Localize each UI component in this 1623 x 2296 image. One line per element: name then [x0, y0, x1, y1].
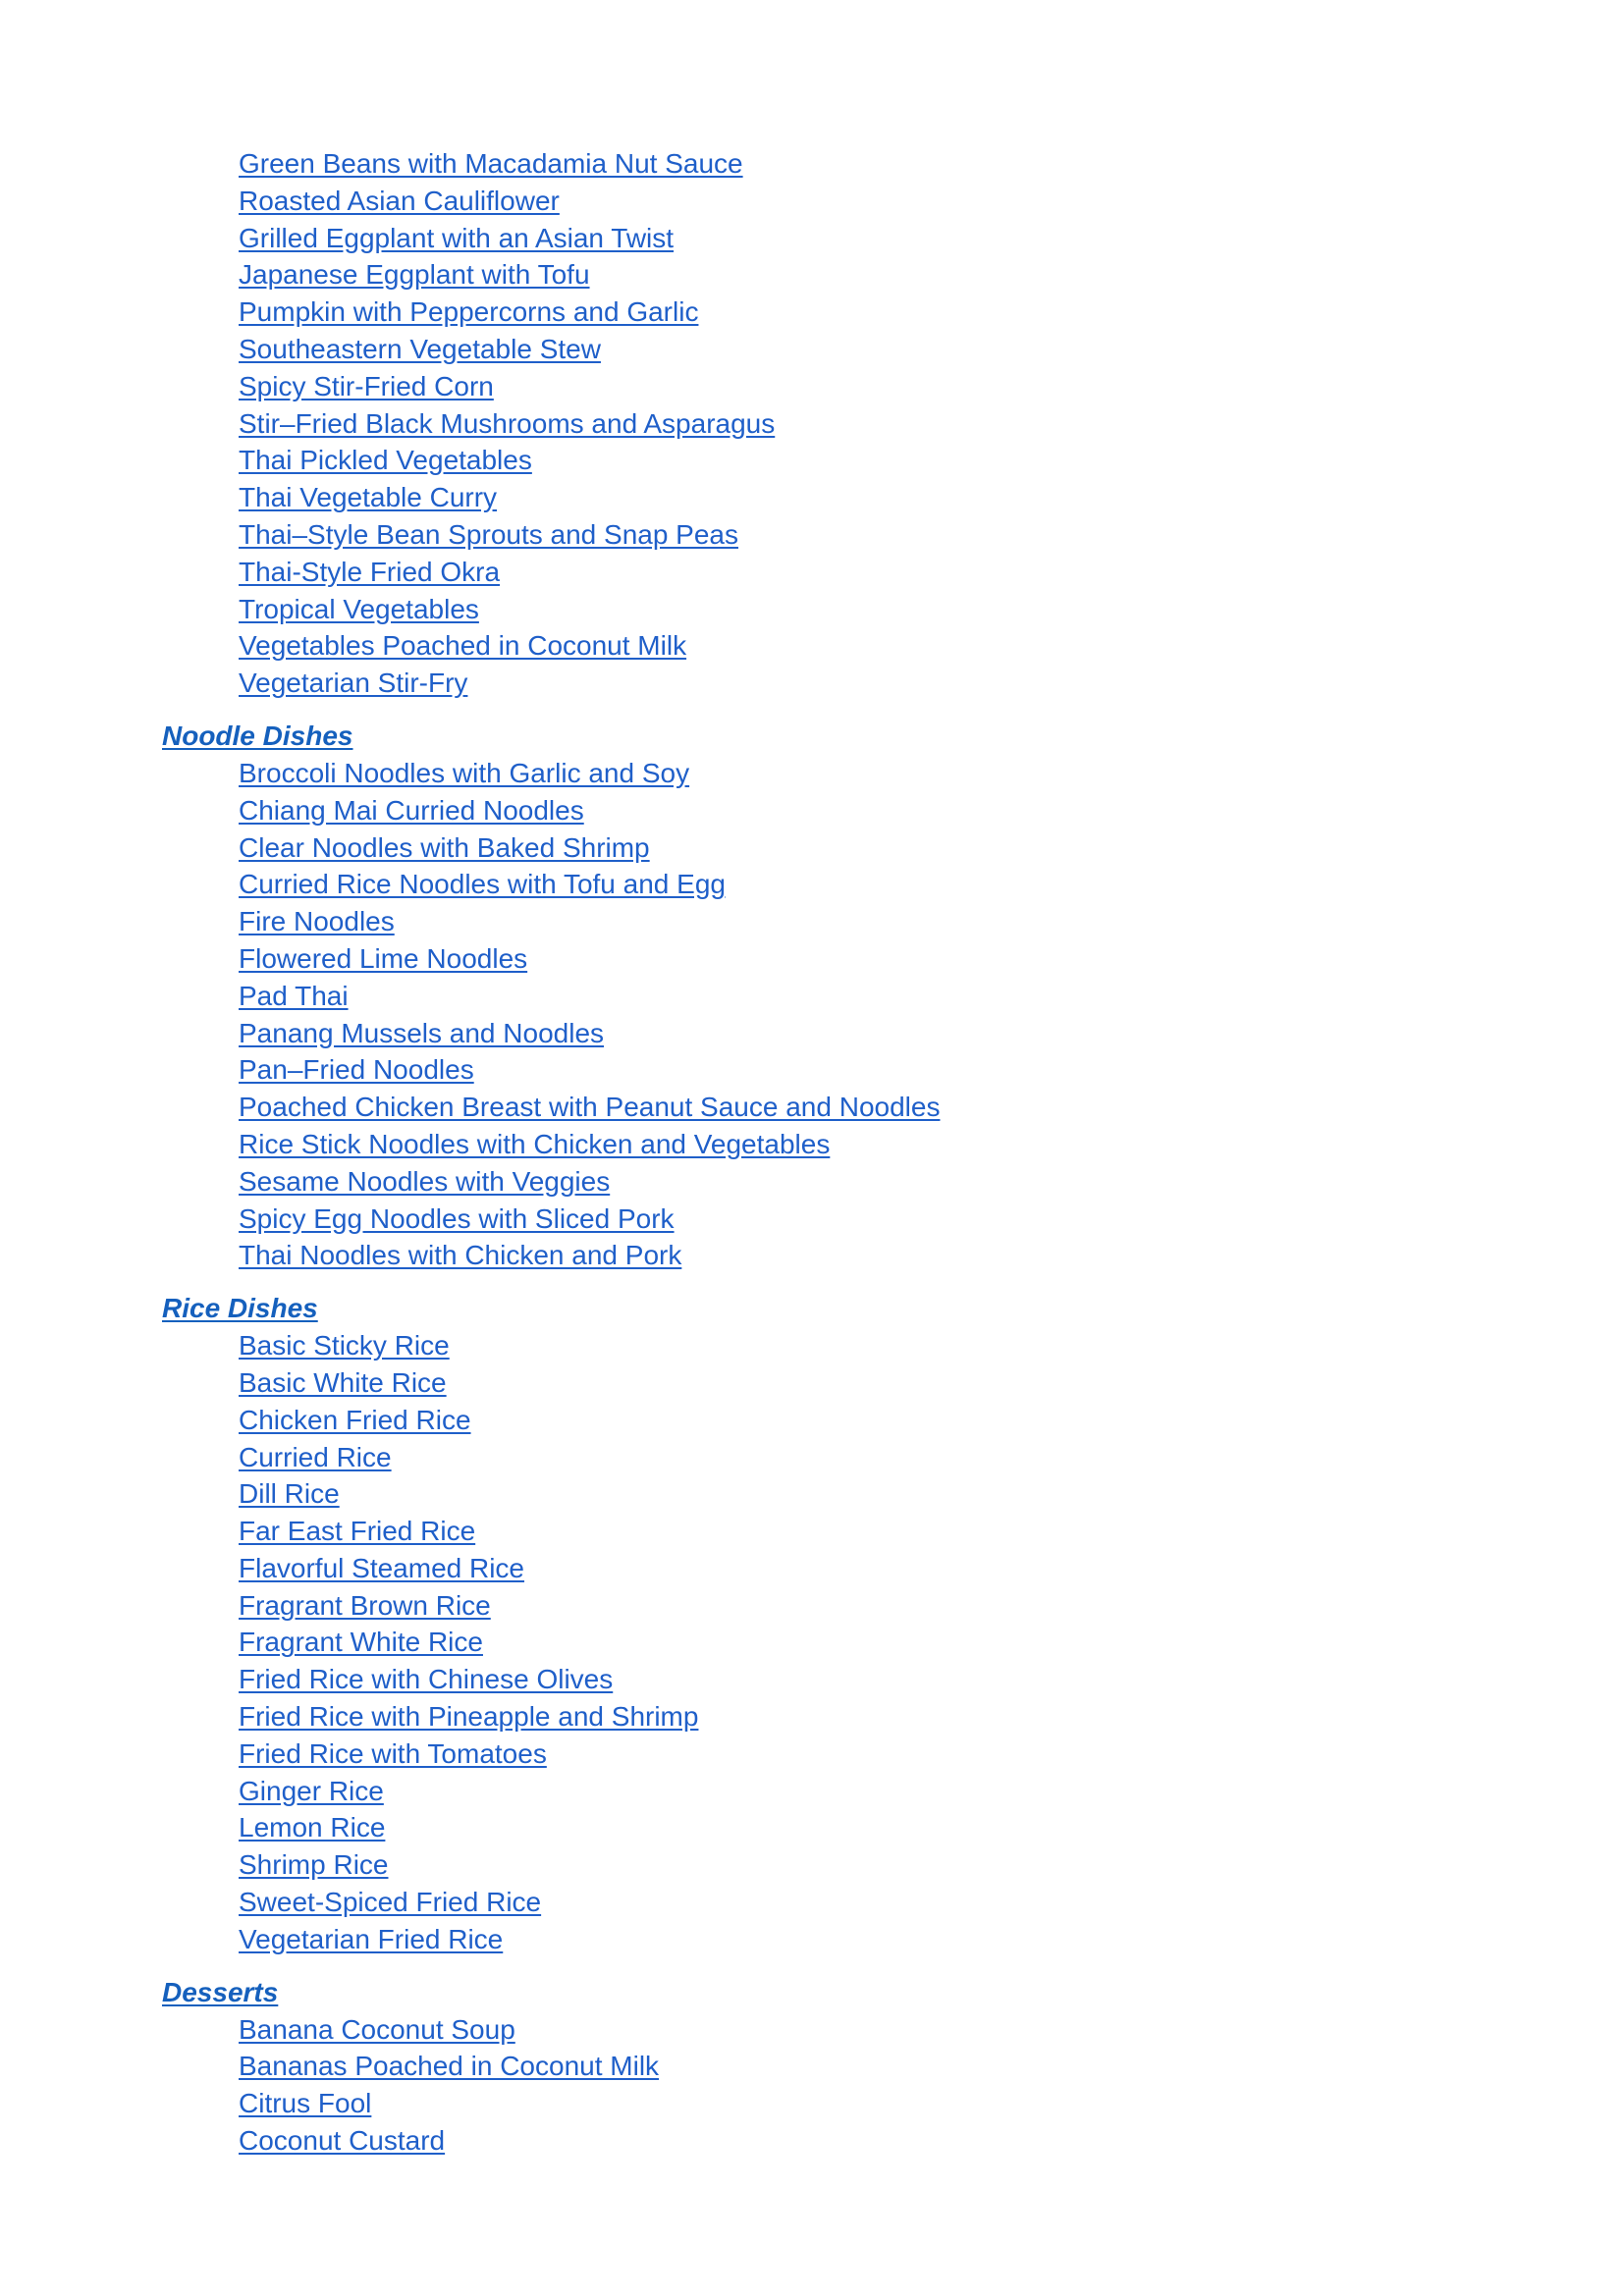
recipe-link[interactable]: Banana Coconut Soup — [239, 2013, 515, 2045]
recipe-link[interactable]: Pad Thai — [239, 980, 349, 1011]
recipe-link[interactable]: Spicy Egg Noodles with Sliced Pork — [239, 1202, 675, 1234]
recipe-link[interactable]: Ginger Rice — [239, 1775, 384, 1806]
recipe-link[interactable]: Basic Sticky Rice — [239, 1330, 450, 1362]
recipe-link[interactable]: Thai–Style Bean Sprouts and Snap Peas — [239, 518, 739, 550]
list-item — [239, 591, 1438, 628]
recipe-link[interactable]: Tropical Vegetables — [239, 593, 479, 624]
list-item — [239, 978, 1438, 1015]
recipe-link[interactable]: Lemon Rice — [239, 1812, 386, 1843]
recipe-link[interactable]: Fried Rice with Pineapple and Shrimp — [239, 1701, 699, 1733]
list-item — [239, 1051, 1438, 1089]
section-vegetables — [162, 145, 1438, 702]
recipe-link[interactable]: Vegetarian Stir-Fry — [239, 667, 468, 699]
recipe-link[interactable]: Fire Noodles — [239, 906, 395, 937]
recipe-link[interactable]: Chiang Mai Curried Noodles — [239, 794, 584, 826]
recipe-index — [162, 145, 1438, 2160]
list-item — [239, 829, 1438, 867]
list-item — [239, 1089, 1438, 1126]
list-item — [239, 256, 1438, 294]
list-item — [239, 516, 1438, 554]
section-desserts — [162, 1974, 1438, 2160]
list-item — [239, 2011, 1438, 2049]
recipe-link[interactable]: Rice Stick Noodles with Chicken and Vegetables — [239, 1128, 831, 1159]
list-item — [239, 442, 1438, 479]
recipe-link[interactable]: Thai Vegetable Curry — [239, 482, 498, 513]
section-heading-rice-dishes[interactable]: Rice Dishes — [162, 1293, 318, 1324]
section-heading-noodle-dishes[interactable]: Noodle Dishes — [162, 720, 353, 751]
list-item — [239, 1201, 1438, 1238]
list-item — [239, 220, 1438, 257]
recipe-link[interactable]: Fried Rice with Tomatoes — [239, 1737, 547, 1769]
list-item — [239, 665, 1438, 702]
list-item — [239, 2085, 1438, 2122]
recipe-link[interactable]: Stir–Fried Black Mushrooms and Asparagus — [239, 407, 776, 439]
recipe-link[interactable]: Panang Mussels and Noodles — [239, 1017, 605, 1048]
recipe-link[interactable]: Fragrant Brown Rice — [239, 1589, 491, 1621]
list-item — [239, 1661, 1438, 1698]
recipe-link[interactable]: Broccoli Noodles with Garlic and Soy — [239, 757, 690, 788]
recipe-link[interactable]: Flavorful Steamed Rice — [239, 1552, 525, 1583]
recipe-link[interactable]: Thai-Style Fried Okra — [239, 556, 501, 587]
list-item — [239, 1773, 1438, 1810]
recipe-link[interactable]: Spicy Stir-Fried Corn — [239, 370, 494, 401]
vegetable-list — [162, 145, 1438, 702]
recipe-link[interactable]: Clear Noodles with Baked Shrimp — [239, 831, 650, 863]
section-heading-desserts[interactable]: Desserts — [162, 1976, 279, 2007]
recipe-link[interactable]: Sweet-Spiced Fried Rice — [239, 1887, 542, 1918]
list-item — [239, 2048, 1438, 2085]
list-item — [239, 554, 1438, 591]
list-item — [239, 792, 1438, 829]
list-item — [239, 866, 1438, 903]
list-item — [239, 1884, 1438, 1921]
recipe-link[interactable]: Coconut Custard — [239, 2125, 446, 2157]
section-noodle-dishes — [162, 718, 1438, 1274]
list-item — [239, 1237, 1438, 1274]
list-item — [239, 1587, 1438, 1625]
recipe-link[interactable]: Curried Rice Noodles with Tofu and Egg — [239, 869, 726, 900]
recipe-link[interactable]: Shrimp Rice — [239, 1849, 389, 1881]
recipe-link[interactable]: Bananas Poached in Coconut Milk — [239, 2051, 660, 2082]
list-item — [239, 479, 1438, 516]
list-item — [239, 1921, 1438, 1958]
recipe-link[interactable]: Green Beans with Macadamia Nut Sauce — [239, 148, 743, 179]
list-item — [239, 1735, 1438, 1773]
recipe-link[interactable]: Pan–Fried Noodles — [239, 1054, 474, 1086]
recipe-link[interactable]: Citrus Fool — [239, 2088, 372, 2119]
recipe-link[interactable]: Poached Chicken Breast with Peanut Sauce and Noodles — [239, 1092, 941, 1123]
list-item — [239, 627, 1438, 665]
list-item — [239, 294, 1438, 331]
recipe-link[interactable]: Vegetables Poached in Coconut Milk — [239, 630, 687, 662]
list-item — [239, 1550, 1438, 1587]
rice-list — [162, 1327, 1438, 1958]
recipe-link[interactable]: Southeastern Vegetable Stew — [239, 333, 601, 364]
list-item — [239, 1327, 1438, 1364]
list-item — [239, 1809, 1438, 1846]
recipe-link[interactable]: Fried Rice with Chinese Olives — [239, 1664, 614, 1695]
list-item — [239, 1698, 1438, 1735]
recipe-link[interactable]: Far East Fried Rice — [239, 1516, 476, 1547]
list-item — [239, 1015, 1438, 1052]
recipe-link[interactable]: Thai Pickled Vegetables — [239, 445, 532, 476]
list-item — [239, 903, 1438, 940]
recipe-link[interactable]: Roasted Asian Cauliflower — [239, 185, 560, 216]
list-item — [239, 1402, 1438, 1439]
dessert-list — [162, 2011, 1438, 2160]
list-item — [239, 1364, 1438, 1402]
recipe-link[interactable]: Thai Noodles with Chicken and Pork — [239, 1240, 682, 1271]
recipe-link[interactable]: Sesame Noodles with Veggies — [239, 1165, 611, 1197]
recipe-link[interactable]: Japanese Eggplant with Tofu — [239, 259, 590, 291]
recipe-link[interactable]: Vegetarian Fried Rice — [239, 1923, 504, 1954]
list-item — [239, 368, 1438, 405]
recipe-link[interactable]: Basic White Rice — [239, 1366, 447, 1398]
list-item — [239, 1624, 1438, 1661]
list-item — [239, 405, 1438, 443]
list-item — [239, 1513, 1438, 1550]
list-item — [239, 755, 1438, 792]
list-item — [239, 1475, 1438, 1513]
list-item — [239, 1846, 1438, 1884]
recipe-link[interactable]: Dill Rice — [239, 1478, 340, 1510]
list-item — [239, 183, 1438, 220]
recipe-link[interactable]: Pumpkin with Peppercorns and Garlic — [239, 296, 699, 328]
list-item — [239, 331, 1438, 368]
recipe-link[interactable]: Flowered Lime Noodles — [239, 942, 528, 974]
noodle-list — [162, 755, 1438, 1274]
list-item — [239, 1439, 1438, 1476]
list-item — [239, 2122, 1438, 2160]
list-item — [239, 145, 1438, 183]
recipe-link[interactable]: Curried Rice — [239, 1441, 392, 1472]
section-rice-dishes — [162, 1290, 1438, 1958]
list-item — [239, 1163, 1438, 1201]
recipe-link[interactable]: Chicken Fried Rice — [239, 1404, 471, 1435]
list-item — [239, 940, 1438, 978]
recipe-link[interactable]: Grilled Eggplant with an Asian Twist — [239, 222, 675, 253]
list-item — [239, 1126, 1438, 1163]
recipe-link[interactable]: Fragrant White Rice — [239, 1627, 483, 1658]
